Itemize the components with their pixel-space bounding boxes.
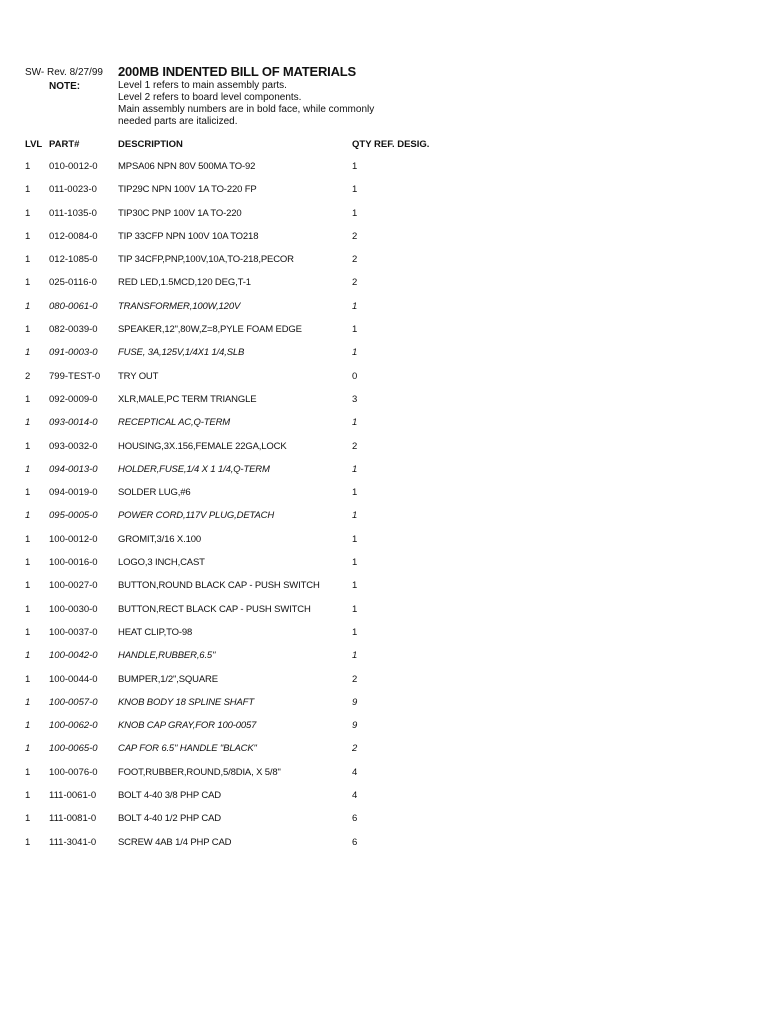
row-level: 1 <box>25 161 31 172</box>
table-row <box>0 441 768 464</box>
row-quantity: 1 <box>352 184 358 196</box>
row-quantity: 2 <box>352 230 358 242</box>
row-description: TIP29C NPN 100V 1A TO-220 FP <box>118 184 257 196</box>
note-line: needed parts are italicized. <box>118 116 238 127</box>
note-line: Main assembly numbers are in bold face, while commonly <box>118 104 375 115</box>
row-part-number: 100-0062-0 <box>49 720 98 732</box>
table-row <box>0 417 768 440</box>
table-row <box>0 767 768 790</box>
table-row <box>0 720 768 743</box>
row-description: MPSA06 NPN 80V 500MA TO-92 <box>118 161 256 172</box>
table-row <box>0 743 768 766</box>
row-level: 1 <box>25 417 31 429</box>
row-part-number: 799-TEST-0 <box>49 370 101 382</box>
row-quantity: 1 <box>352 324 358 336</box>
row-quantity: 1 <box>352 533 358 545</box>
row-quantity: 1 <box>352 626 358 638</box>
row-level: 1 <box>25 230 31 242</box>
row-quantity: 1 <box>352 510 358 522</box>
note-line: Level 1 refers to main assembly parts. <box>118 80 287 91</box>
row-quantity: 1 <box>352 557 358 569</box>
table-row <box>0 324 768 347</box>
table-row <box>0 231 768 254</box>
table-row <box>0 161 768 184</box>
row-level: 1 <box>25 184 31 196</box>
row-part-number: 111-3041-0 <box>49 836 97 848</box>
row-level: 1 <box>25 696 31 708</box>
row-part-number: 100-0057-0 <box>49 696 98 708</box>
row-level: 1 <box>25 533 31 545</box>
table-row <box>0 347 768 370</box>
row-quantity: 1 <box>352 580 358 592</box>
row-part-number: 100-0027-0 <box>49 580 98 592</box>
bom-table <box>0 161 768 860</box>
column-header-qty-ref: QTY REF. DESIG. <box>352 139 430 150</box>
row-part-number: 011-1035-0 <box>49 207 97 219</box>
row-level: 1 <box>25 510 31 522</box>
table-row <box>0 557 768 580</box>
table-row <box>0 813 768 836</box>
table-row <box>0 371 768 394</box>
row-quantity: 4 <box>352 766 358 778</box>
table-row <box>0 837 768 860</box>
row-description: RECEPTICAL AC,Q-TERM <box>118 417 231 429</box>
table-row <box>0 487 768 510</box>
row-part-number: 094-0013-0 <box>49 463 98 475</box>
row-part-number: 092-0009-0 <box>49 393 98 405</box>
row-level: 1 <box>25 324 31 336</box>
row-description: SOLDER LUG,#6 <box>118 487 191 499</box>
table-row <box>0 790 768 813</box>
row-quantity: 1 <box>352 347 358 359</box>
table-row <box>0 301 768 324</box>
row-description: BOLT 4-40 1/2 PHP CAD <box>118 813 221 825</box>
row-level: 1 <box>25 300 31 312</box>
row-level: 2 <box>25 370 31 382</box>
row-level: 1 <box>25 440 31 452</box>
column-header-part: PART# <box>49 139 80 150</box>
row-part-number: 100-0037-0 <box>49 626 98 638</box>
row-description: RED LED,1.5MCD,120 DEG,T-1 <box>118 277 251 289</box>
row-level: 1 <box>25 650 31 662</box>
row-quantity: 1 <box>352 417 358 429</box>
row-part-number: 111-0081-0 <box>49 813 97 825</box>
row-description: FOOT,RUBBER,ROUND,5/8DIA, X 5/8" <box>118 766 281 778</box>
row-description: BUTTON,RECT BLACK CAP - PUSH SWITCH <box>118 603 311 615</box>
row-quantity: 1 <box>352 487 358 499</box>
row-part-number: 100-0016-0 <box>49 557 98 569</box>
row-description: HOLDER,FUSE,1/4 X 1 1/4,Q-TERM <box>118 463 270 475</box>
row-level: 1 <box>25 766 31 778</box>
row-description: XLR,MALE,PC TERM TRIANGLE <box>118 393 257 405</box>
row-part-number: 091-0003-0 <box>49 347 98 359</box>
row-level: 1 <box>25 254 31 266</box>
row-level: 1 <box>25 557 31 569</box>
row-quantity: 3 <box>352 393 358 405</box>
row-description: HANDLE,RUBBER,6.5" <box>118 650 216 662</box>
column-header-description: DESCRIPTION <box>118 139 183 150</box>
table-row <box>0 650 768 673</box>
table-row <box>0 184 768 207</box>
table-row <box>0 627 768 650</box>
row-part-number: 012-1085-0 <box>49 254 98 266</box>
table-row <box>0 208 768 231</box>
row-description: SPEAKER,12",80W,Z=8,PYLE FOAM EDGE <box>118 324 302 336</box>
row-description: CAP FOR 6.5" HANDLE "BLACK" <box>118 743 257 755</box>
row-quantity: 2 <box>352 743 358 755</box>
row-quantity: 6 <box>352 813 358 825</box>
document-title: 200MB INDENTED BILL OF MATERIALS <box>118 64 356 79</box>
row-level: 1 <box>25 743 31 755</box>
table-row <box>0 277 768 300</box>
row-level: 1 <box>25 347 31 359</box>
row-part-number: 093-0014-0 <box>49 417 98 429</box>
row-quantity: 1 <box>352 161 358 172</box>
row-description: BUMPER,1/2",SQUARE <box>118 673 218 685</box>
table-row <box>0 464 768 487</box>
row-part-number: 082-0039-0 <box>49 324 98 336</box>
row-level: 1 <box>25 277 31 289</box>
row-quantity: 2 <box>352 254 358 266</box>
row-level: 1 <box>25 836 31 848</box>
row-level: 1 <box>25 673 31 685</box>
table-row <box>0 697 768 720</box>
row-level: 1 <box>25 580 31 592</box>
row-description: TRY OUT <box>118 370 159 382</box>
row-part-number: 111-0061-0 <box>49 790 97 802</box>
row-description: BUTTON,ROUND BLACK CAP - PUSH SWITCH <box>118 580 320 592</box>
row-part-number: 011-0023-0 <box>49 184 97 196</box>
row-part-number: 100-0042-0 <box>49 650 98 662</box>
row-description: LOGO,3 INCH,CAST <box>118 557 205 569</box>
row-description: TIP30C PNP 100V 1A TO-220 <box>118 207 242 219</box>
row-part-number: 012-0084-0 <box>49 230 98 242</box>
row-part-number: 100-0076-0 <box>49 766 98 778</box>
table-row <box>0 254 768 277</box>
row-level: 1 <box>25 393 31 405</box>
row-description: SCREW 4AB 1/4 PHP CAD <box>118 836 232 848</box>
row-quantity: 2 <box>352 440 358 452</box>
note-label: NOTE: <box>49 81 81 92</box>
row-description: BOLT 4-40 3/8 PHP CAD <box>118 790 221 802</box>
table-row <box>0 604 768 627</box>
table-row <box>0 674 768 697</box>
row-part-number: 080-0061-0 <box>49 300 98 312</box>
notes-block <box>118 80 418 128</box>
row-quantity: 2 <box>352 673 358 685</box>
revision-date: Rev. 8/27/99 <box>47 67 103 78</box>
row-quantity: 1 <box>352 650 358 662</box>
row-quantity: 0 <box>352 370 358 382</box>
row-part-number: 093-0032-0 <box>49 440 98 452</box>
row-description: TRANSFORMER,100W,120V <box>118 300 241 312</box>
row-part-number: 095-0005-0 <box>49 510 98 522</box>
row-level: 1 <box>25 813 31 825</box>
row-description: TIP 33CFP NPN 100V 10A TO218 <box>118 230 259 242</box>
row-part-number: 100-0012-0 <box>49 533 98 545</box>
note-line: Level 2 refers to board level components. <box>118 92 302 103</box>
row-level: 1 <box>25 603 31 615</box>
column-header-lvl: LVL <box>25 139 43 150</box>
row-part-number: 094-0019-0 <box>49 487 98 499</box>
row-description: HEAT CLIP,TO-98 <box>118 626 193 638</box>
row-description: TIP 34CFP,PNP,100V,10A,TO-218,PECOR <box>118 254 294 266</box>
row-description: KNOB CAP GRAY,FOR 100-0057 <box>118 720 257 732</box>
row-description: POWER CORD,117V PLUG,DETACH <box>118 510 275 522</box>
row-level: 1 <box>25 487 31 499</box>
row-part-number: 025-0116-0 <box>49 277 97 289</box>
table-row <box>0 394 768 417</box>
row-description: FUSE, 3A,125V,1/4X1 1/4,SLB <box>118 347 245 359</box>
row-description: HOUSING,3X.156,FEMALE 22GA,LOCK <box>118 440 287 452</box>
table-row <box>0 534 768 557</box>
row-quantity: 1 <box>352 207 358 219</box>
row-level: 1 <box>25 626 31 638</box>
row-description: GROMIT,3/16 X.100 <box>118 533 201 545</box>
sw-label: SW- <box>25 67 45 78</box>
row-part-number: 100-0044-0 <box>49 673 98 685</box>
row-part-number: 100-0030-0 <box>49 603 98 615</box>
row-level: 1 <box>25 720 31 732</box>
row-quantity: 2 <box>352 277 358 289</box>
row-part-number: 010-0012-0 <box>49 161 98 172</box>
table-row <box>0 580 768 603</box>
revision-info <box>25 67 103 79</box>
row-quantity: 6 <box>352 836 358 848</box>
row-quantity: 4 <box>352 790 358 802</box>
row-quantity: 9 <box>352 720 358 732</box>
row-level: 1 <box>25 463 31 475</box>
row-quantity: 1 <box>352 300 358 312</box>
row-quantity: 9 <box>352 696 358 708</box>
row-level: 1 <box>25 790 31 802</box>
row-part-number: 100-0065-0 <box>49 743 98 755</box>
row-description: KNOB BODY 18 SPLINE SHAFT <box>118 696 254 708</box>
row-quantity: 1 <box>352 463 358 475</box>
row-level: 1 <box>25 207 31 219</box>
table-row <box>0 510 768 533</box>
row-quantity: 1 <box>352 603 358 615</box>
